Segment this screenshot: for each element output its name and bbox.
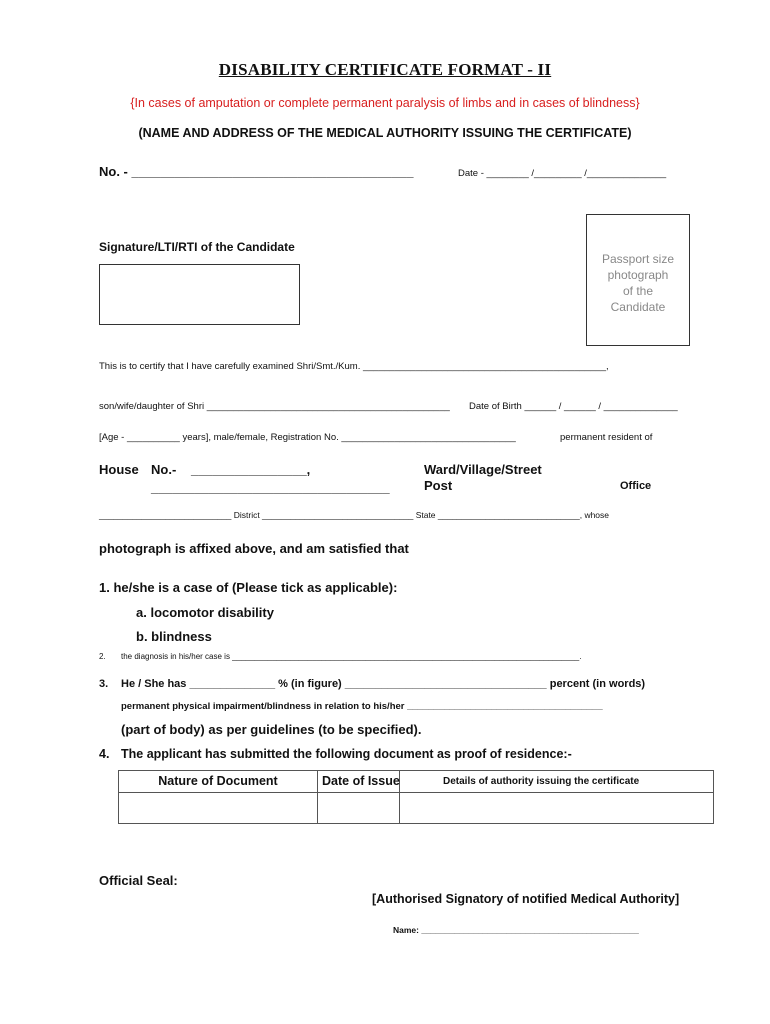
date-of-birth-field[interactable]: Date of Birth ______ / ______ / ______________	[469, 401, 678, 412]
age-registration-line[interactable]: [Age - __________ years], male/female, Registration No. _________________________________	[99, 432, 516, 443]
part-of-body-statement: (part of body) as per guidelines (to be specified).	[121, 722, 422, 737]
table-header-date-of-issue: Date of Issue	[322, 774, 400, 788]
residence-document-table	[118, 770, 714, 824]
table-cell-date-of-issue[interactable]	[318, 793, 398, 823]
office-label: Office	[620, 480, 652, 492]
relation-line[interactable]: son/wife/daughter of Shri ______________________________________________	[99, 401, 450, 412]
official-seal-label: Official Seal:	[99, 873, 178, 888]
passport-photo-box	[586, 214, 690, 346]
impairment-percent-field[interactable]: He / She has ______________ % (in figure) _________________________________ percent (in words)	[121, 678, 646, 690]
photo-affixed-statement: photograph is affixed above, and am satisfied that	[99, 541, 409, 556]
house-number-label: No.-	[151, 462, 177, 477]
diagnosis-field[interactable]: the diagnosis in his/her case is ______________________________________________________________________________.	[121, 652, 582, 661]
table-header-nature-of-document: Nature of Document	[158, 774, 278, 788]
item-4-number: 4.	[99, 747, 110, 761]
certificate-number-field[interactable]: No. - _______________________________________	[99, 164, 414, 179]
house-label: House	[99, 462, 139, 477]
certificate-title: DISABILITY CERTIFICATE FORMAT - II	[218, 60, 552, 79]
house-address-field[interactable]: _________________________________	[151, 480, 390, 495]
permanent-resident-label: permanent resident of	[560, 432, 653, 443]
photo-placeholder-text: Passport size photograph of the Candidate	[601, 252, 675, 314]
option-blindness[interactable]: b. blindness	[136, 629, 212, 644]
residence-proof-statement: The applicant has submitted the following document as proof of residence:-	[121, 747, 572, 761]
authorised-signatory-label: [Authorised Signatory of notified Medical Authority]	[372, 892, 680, 906]
date-field[interactable]: Date - ________ /_________ /_______________	[458, 168, 667, 179]
authority-heading: (NAME AND ADDRESS OF THE MEDICAL AUTHORITY ISSUING THE CERTIFICATE)	[138, 126, 632, 140]
signature-label: Signature/LTI/RTI of the Candidate	[99, 240, 295, 254]
ward-village-street-label: Ward/Village/Street	[424, 462, 542, 477]
body-part-field[interactable]: permanent physical impairment/blindness in relation to his/her _____________________________________	[121, 701, 603, 712]
district-state-line[interactable]: ____________________________ District ________________________________ State ______________________________, whose	[99, 510, 610, 520]
signature-box[interactable]	[99, 264, 300, 325]
option-locomotor-disability[interactable]: a. locomotor disability	[136, 605, 274, 620]
table-header-issuing-authority: Details of authority issuing the certificate	[443, 776, 640, 787]
certify-line[interactable]: This is to certify that I have carefully examined Shri/Smt./Kum. ______________________________________________,	[99, 361, 609, 372]
signatory-name-field[interactable]: Name: ______________________________________________	[393, 925, 639, 935]
item-1-statement: 1. he/she is a case of (Please tick as applicable):	[99, 580, 398, 595]
certificate-subtitle: {In cases of amputation or complete permanent paralysis of limbs and in cases of blindness}	[130, 96, 640, 110]
house-number-field[interactable]: ________________,	[191, 462, 311, 477]
table-cell-nature-of-document[interactable]	[120, 793, 316, 823]
post-label: Post	[424, 478, 453, 493]
table-cell-issuing-authority[interactable]	[400, 793, 712, 823]
item-2-number: 2.	[99, 652, 106, 661]
item-3-number: 3.	[99, 678, 109, 690]
